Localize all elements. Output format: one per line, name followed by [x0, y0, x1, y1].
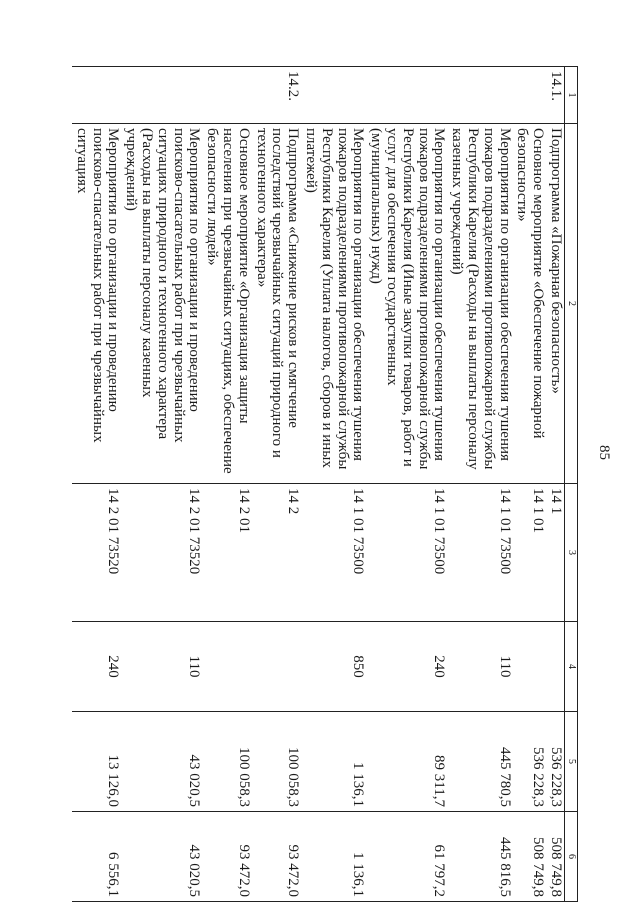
- table-body: [72, 67, 564, 902]
- table-row: [72, 67, 121, 902]
- row-code: 14 2 01 73520: [72, 484, 121, 622]
- row-code: 14 1 01 73500: [301, 484, 366, 622]
- column-number: 1: [565, 67, 578, 124]
- row-amount-col6: 508 749,8: [546, 812, 564, 902]
- row-expense-type: [252, 622, 301, 712]
- row-index: [121, 67, 202, 124]
- row-amount-col6: 93 472,0: [202, 812, 251, 902]
- row-amount-col5: 100 058,3: [202, 712, 251, 812]
- row-expense-type: 850: [301, 622, 366, 712]
- row-expense-type: 240: [72, 622, 121, 712]
- row-expense-type: [546, 622, 564, 712]
- row-index: [72, 67, 121, 124]
- row-name: Основное мероприятие «Обеспечение пожарной безопасности»: [513, 124, 547, 484]
- column-number: 6: [565, 812, 578, 902]
- page-number: 85: [596, 445, 612, 460]
- row-name: Мероприятия по организации обеспечения тушения пожаров подразделениями противопожарной службы Республики Карелия (Уплата налогов, сборов и иных платежей): [301, 124, 366, 484]
- row-expense-type: 110: [121, 622, 202, 712]
- row-index: [301, 67, 366, 124]
- row-amount-col6: 93 472,0: [252, 812, 301, 902]
- row-index: 14.1.: [546, 67, 564, 124]
- row-amount-col5: 1 136,1: [301, 712, 366, 812]
- row-amount-col6: 445 816,5: [447, 812, 512, 902]
- table-row: [366, 67, 447, 902]
- row-amount-col5: 89 311,7: [366, 712, 447, 812]
- row-name: Мероприятия по организации обеспечения тушения пожаров подразделениями противопожарной службы Республики Карелия (Расходы на выплаты персоналу казенных учреждений): [447, 124, 512, 484]
- row-amount-col5: 536 228,3: [546, 712, 564, 812]
- table-row: [546, 67, 564, 902]
- row-code: 14 1 01 73500: [366, 484, 447, 622]
- row-amount-col6: 6 556,1: [72, 812, 121, 902]
- table-row: [301, 67, 366, 902]
- column-number: 2: [565, 124, 578, 484]
- row-index: [513, 67, 547, 124]
- row-code: 14 1 01: [513, 484, 547, 622]
- row-index: [366, 67, 447, 124]
- table-row: [252, 67, 301, 902]
- row-expense-type: [202, 622, 251, 712]
- column-number: 5: [565, 712, 578, 812]
- row-code: 14 2 01: [202, 484, 251, 622]
- row-amount-col6: 61 797,2: [366, 812, 447, 902]
- table-row: [447, 67, 512, 902]
- row-expense-type: 240: [366, 622, 447, 712]
- row-amount-col6: 43 020,5: [121, 812, 202, 902]
- table-row: [513, 67, 547, 902]
- row-code: 14 2: [252, 484, 301, 622]
- row-amount-col5: 445 780,5: [447, 712, 512, 812]
- row-index: [447, 67, 512, 124]
- row-amount-col6: 1 136,1: [301, 812, 366, 902]
- column-number: 4: [565, 622, 578, 712]
- row-amount-col5: 13 126,0: [72, 712, 121, 812]
- row-index: [202, 67, 251, 124]
- row-expense-type: [513, 622, 547, 712]
- row-index: 14.2.: [252, 67, 301, 124]
- row-name: Подпрограмма «Снижение рисков и смягчение последствий чрезвычайных ситуаций природного и техногенного характера»: [252, 124, 301, 484]
- row-name: Основное мероприятие «Организация защиты населения при чрезвычайных ситуациях, обеспечение безопасности людей»: [202, 124, 251, 484]
- row-amount-col5: 100 058,3: [252, 712, 301, 812]
- table-row: [202, 67, 251, 902]
- row-amount-col6: 508 749,8: [513, 812, 547, 902]
- row-code: 14 1 01 73500: [447, 484, 512, 622]
- row-code: 14 1: [546, 484, 564, 622]
- row-amount-col5: 536 228,3: [513, 712, 547, 812]
- column-number-row: [565, 67, 578, 902]
- row-name: Мероприятия по организации и проведению поисково-спасательных работ при чрезвычайных ситуациях природного и техногенного характера (Расходы на выплаты персоналу казенных учреждений): [121, 124, 202, 484]
- budget-table: [72, 66, 578, 902]
- row-expense-type: 110: [447, 622, 512, 712]
- row-name: Подпрограмма «Пожарная безопасность»: [546, 124, 564, 484]
- table-row: [121, 67, 202, 902]
- row-name: Мероприятия по организации и проведению поисково-спасательных работ при чрезвычайных ситуациях: [72, 124, 121, 484]
- column-number: 3: [565, 484, 578, 622]
- row-amount-col5: 43 020,5: [121, 712, 202, 812]
- row-code: 14 2 01 73520: [121, 484, 202, 622]
- row-name: Мероприятия по организации обеспечения тушения пожаров подразделениями противопожарной службы Республики Карелия (Иные закупки товаров, работ и услуг для обеспечения государственных (муниципальных) нужд): [366, 124, 447, 484]
